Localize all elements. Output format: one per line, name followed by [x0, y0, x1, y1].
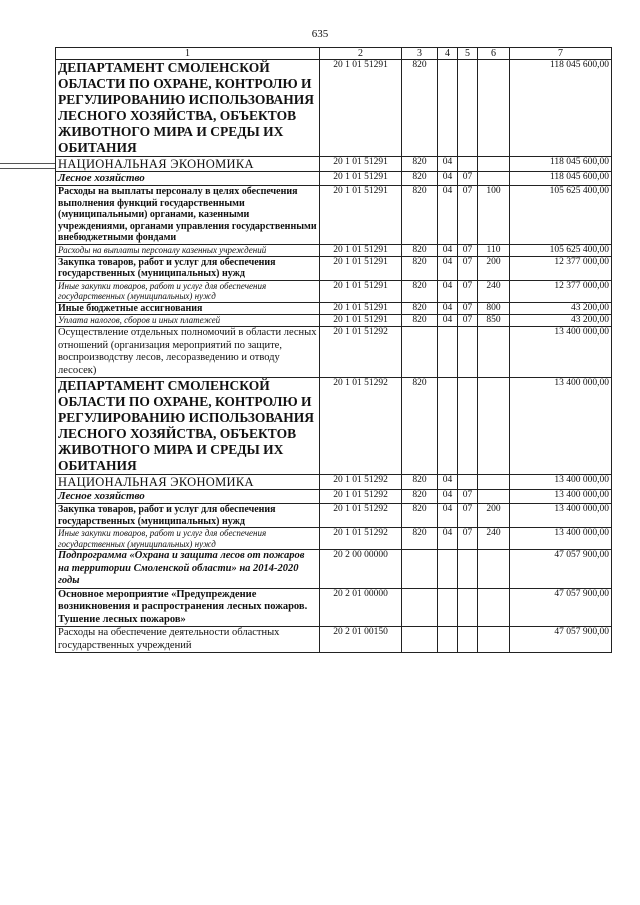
table-row: [56, 302, 612, 315]
page-number: 635: [311, 28, 329, 40]
amount-cell: 105 625 400,00: [510, 244, 612, 256]
target-article-cell: 20 1 01 51292: [320, 490, 402, 504]
grbs-cell: 820: [402, 244, 438, 256]
expense-type-cell: 110: [478, 244, 510, 256]
amount-cell: 118 045 600,00: [510, 157, 612, 172]
table-row: [56, 157, 612, 172]
section-cell: 04: [438, 244, 458, 256]
section-cell: [438, 627, 458, 653]
target-article-cell: 20 1 01 51291: [320, 256, 402, 280]
item-name-cell: Расходы на выплаты персоналу казенных учреждений: [56, 244, 320, 256]
subsection-cell: [458, 327, 478, 378]
subsection-cell: [458, 588, 478, 627]
grbs-cell: 820: [402, 280, 438, 302]
item-name-cell: НАЦИОНАЛЬНАЯ ЭКОНОМИКА: [56, 157, 320, 172]
item-name-cell: Основное мероприятие «Предупреждение возникновения и распространения лесных пожаров. Тушение лесных пожаров»: [56, 588, 320, 627]
expense-type-cell: 200: [478, 256, 510, 280]
section-cell: 04: [438, 315, 458, 327]
table-row: [56, 588, 612, 627]
subsection-cell: 07: [458, 186, 478, 245]
target-article-cell: 20 1 01 51292: [320, 504, 402, 528]
target-article-cell: 20 1 01 51291: [320, 172, 402, 186]
section-cell: 04: [438, 504, 458, 528]
target-article-cell: 20 1 01 51292: [320, 475, 402, 490]
expense-type-cell: 240: [478, 528, 510, 550]
expense-type-cell: [478, 327, 510, 378]
grbs-cell: 820: [402, 475, 438, 490]
grbs-cell: 820: [402, 256, 438, 280]
item-name-cell: Подпрограмма «Охрана и защита лесов от пожаров на территории Смоленской области» на 2014-2020 годы: [56, 550, 320, 589]
subsection-cell: 07: [458, 172, 478, 186]
target-article-cell: 20 1 01 51291: [320, 157, 402, 172]
item-name-cell: НАЦИОНАЛЬНАЯ ЭКОНОМИКА: [56, 475, 320, 490]
grbs-cell: 820: [402, 504, 438, 528]
amount-cell: 47 057 900,00: [510, 627, 612, 653]
expense-type-cell: [478, 60, 510, 157]
target-article-cell: 20 1 01 51292: [320, 378, 402, 475]
subsection-cell: 07: [458, 302, 478, 315]
subsection-cell: [458, 550, 478, 589]
grbs-cell: 820: [402, 315, 438, 327]
subsection-cell: 07: [458, 528, 478, 550]
section-cell: [438, 550, 458, 589]
grbs-cell: 820: [402, 172, 438, 186]
grbs-cell: [402, 627, 438, 653]
target-article-cell: 20 1 01 51291: [320, 280, 402, 302]
target-article-cell: 20 1 01 51291: [320, 315, 402, 327]
section-cell: 04: [438, 186, 458, 245]
table-header-row: [56, 48, 612, 60]
item-name-cell: Иные бюджетные ассигнования: [56, 302, 320, 315]
expense-type-cell: 850: [478, 315, 510, 327]
amount-cell: 105 625 400,00: [510, 186, 612, 245]
item-name-cell: Лесное хозяйство: [56, 490, 320, 504]
section-cell: 04: [438, 280, 458, 302]
header-cell: 5: [458, 48, 478, 60]
subsection-cell: 07: [458, 490, 478, 504]
table-row: [56, 280, 612, 302]
table-row: [56, 244, 612, 256]
target-article-cell: 20 2 01 00000: [320, 588, 402, 627]
header-cell: 3: [402, 48, 438, 60]
table-row: [56, 60, 612, 157]
table-row: [56, 172, 612, 186]
subsection-cell: [458, 60, 478, 157]
amount-cell: 12 377 000,00: [510, 280, 612, 302]
target-article-cell: 20 2 01 00150: [320, 627, 402, 653]
table-row: [56, 378, 612, 475]
expense-type-cell: [478, 475, 510, 490]
amount-cell: 47 057 900,00: [510, 550, 612, 589]
section-cell: 04: [438, 256, 458, 280]
grbs-cell: 820: [402, 186, 438, 245]
amount-cell: 13 400 000,00: [510, 475, 612, 490]
section-cell: 04: [438, 475, 458, 490]
amount-cell: 13 400 000,00: [510, 504, 612, 528]
item-name-cell: Уплата налогов, сборов и иных платежей: [56, 315, 320, 327]
grbs-cell: [402, 550, 438, 589]
target-article-cell: 20 1 01 51292: [320, 327, 402, 378]
expense-type-cell: 200: [478, 504, 510, 528]
expense-type-cell: [478, 627, 510, 653]
section-cell: [438, 327, 458, 378]
item-name-cell: Закупка товаров, работ и услуг для обеспечения государственных (муниципальных) нужд: [56, 504, 320, 528]
grbs-cell: 820: [402, 378, 438, 475]
amount-cell: 13 400 000,00: [510, 327, 612, 378]
expense-type-cell: 240: [478, 280, 510, 302]
expense-type-cell: 100: [478, 186, 510, 245]
grbs-cell: 820: [402, 528, 438, 550]
header-cell: 6: [478, 48, 510, 60]
amount-cell: 43 200,00: [510, 315, 612, 327]
amount-cell: 13 400 000,00: [510, 378, 612, 475]
item-name-cell: Иные закупки товаров, работ и услуг для обеспечения государственных (муниципальных) нужд: [56, 528, 320, 550]
scan-artifact-line: [0, 168, 56, 169]
target-article-cell: 20 1 01 51291: [320, 244, 402, 256]
section-cell: 04: [438, 157, 458, 172]
amount-cell: 43 200,00: [510, 302, 612, 315]
expense-type-cell: [478, 550, 510, 589]
amount-cell: 13 400 000,00: [510, 490, 612, 504]
amount-cell: 47 057 900,00: [510, 588, 612, 627]
table-row: [56, 256, 612, 280]
expense-type-cell: [478, 157, 510, 172]
expense-type-cell: [478, 378, 510, 475]
table-row: [56, 475, 612, 490]
subsection-cell: [458, 157, 478, 172]
amount-cell: 118 045 600,00: [510, 60, 612, 157]
subsection-cell: [458, 475, 478, 490]
target-article-cell: 20 1 01 51291: [320, 302, 402, 315]
item-name-cell: Расходы на обеспечение деятельности областных государственных учреждений: [56, 627, 320, 653]
item-name-cell: Иные закупки товаров, работ и услуг для обеспечения государственных (муниципальных) нужд: [56, 280, 320, 302]
table-row: [56, 528, 612, 550]
section-cell: 04: [438, 490, 458, 504]
item-name-cell: Лесное хозяйство: [56, 172, 320, 186]
subsection-cell: 07: [458, 315, 478, 327]
section-cell: [438, 60, 458, 157]
target-article-cell: 20 1 01 51291: [320, 60, 402, 157]
section-cell: 04: [438, 302, 458, 315]
expense-type-cell: [478, 490, 510, 504]
table-row: [56, 186, 612, 245]
subsection-cell: 07: [458, 280, 478, 302]
target-article-cell: 20 2 00 00000: [320, 550, 402, 589]
table-row: [56, 315, 612, 327]
subsection-cell: [458, 627, 478, 653]
scan-artifact-line: [0, 163, 56, 164]
subsection-cell: 07: [458, 244, 478, 256]
header-cell: 1: [56, 48, 320, 60]
table-row: [56, 327, 612, 378]
section-cell: 04: [438, 172, 458, 186]
subsection-cell: 07: [458, 256, 478, 280]
grbs-cell: [402, 588, 438, 627]
item-name-cell: ДЕПАРТАМЕНТ СМОЛЕНСКОЙ ОБЛАСТИ ПО ОХРАНЕ, КОНТРОЛЮ И РЕГУЛИРОВАНИЮ ИСПОЛЬЗОВАНИЯ ЛЕСНОГО ХОЗЯЙСТВА, ОБЪЕКТОВ ЖИВОТНОГО МИРА И СРЕДЫ ИХ ОБИТАНИЯ: [56, 60, 320, 157]
item-name-cell: ДЕПАРТАМЕНТ СМОЛЕНСКОЙ ОБЛАСТИ ПО ОХРАНЕ, КОНТРОЛЮ И РЕГУЛИРОВАНИЮ ИСПОЛЬЗОВАНИЯ ЛЕСНОГО ХОЗЯЙСТВА, ОБЪЕКТОВ ЖИВОТНОГО МИРА И СРЕДЫ ИХ ОБИТАНИЯ: [56, 378, 320, 475]
table-row: [56, 490, 612, 504]
amount-cell: 12 377 000,00: [510, 256, 612, 280]
table-row: [56, 550, 612, 589]
expense-type-cell: [478, 588, 510, 627]
header-cell: 4: [438, 48, 458, 60]
header-cell: 7: [510, 48, 612, 60]
section-cell: [438, 588, 458, 627]
grbs-cell: 820: [402, 302, 438, 315]
table-row: [56, 504, 612, 528]
subsection-cell: 07: [458, 504, 478, 528]
grbs-cell: [402, 327, 438, 378]
section-cell: [438, 378, 458, 475]
target-article-cell: 20 1 01 51292: [320, 528, 402, 550]
budget-table: [55, 47, 612, 653]
subsection-cell: [458, 378, 478, 475]
expense-type-cell: [478, 172, 510, 186]
grbs-cell: 820: [402, 157, 438, 172]
table-row: [56, 627, 612, 653]
amount-cell: 118 045 600,00: [510, 172, 612, 186]
target-article-cell: 20 1 01 51291: [320, 186, 402, 245]
item-name-cell: Осуществление отдельных полномочий в области лесных отношений (организация мероприятий по защите, воспроизводству лесов, лесоразведению и отводу лесосек): [56, 327, 320, 378]
grbs-cell: 820: [402, 60, 438, 157]
section-cell: 04: [438, 528, 458, 550]
header-cell: 2: [320, 48, 402, 60]
grbs-cell: 820: [402, 490, 438, 504]
amount-cell: 13 400 000,00: [510, 528, 612, 550]
item-name-cell: Расходы на выплаты персоналу в целях обеспечения выполнения функций государственными (муниципальными) органами, казенными учреждениями, органами управления государственными внебюджетными фондами: [56, 186, 320, 245]
expense-type-cell: 800: [478, 302, 510, 315]
item-name-cell: Закупка товаров, работ и услуг для обеспечения государственных (муниципальных) нужд: [56, 256, 320, 280]
